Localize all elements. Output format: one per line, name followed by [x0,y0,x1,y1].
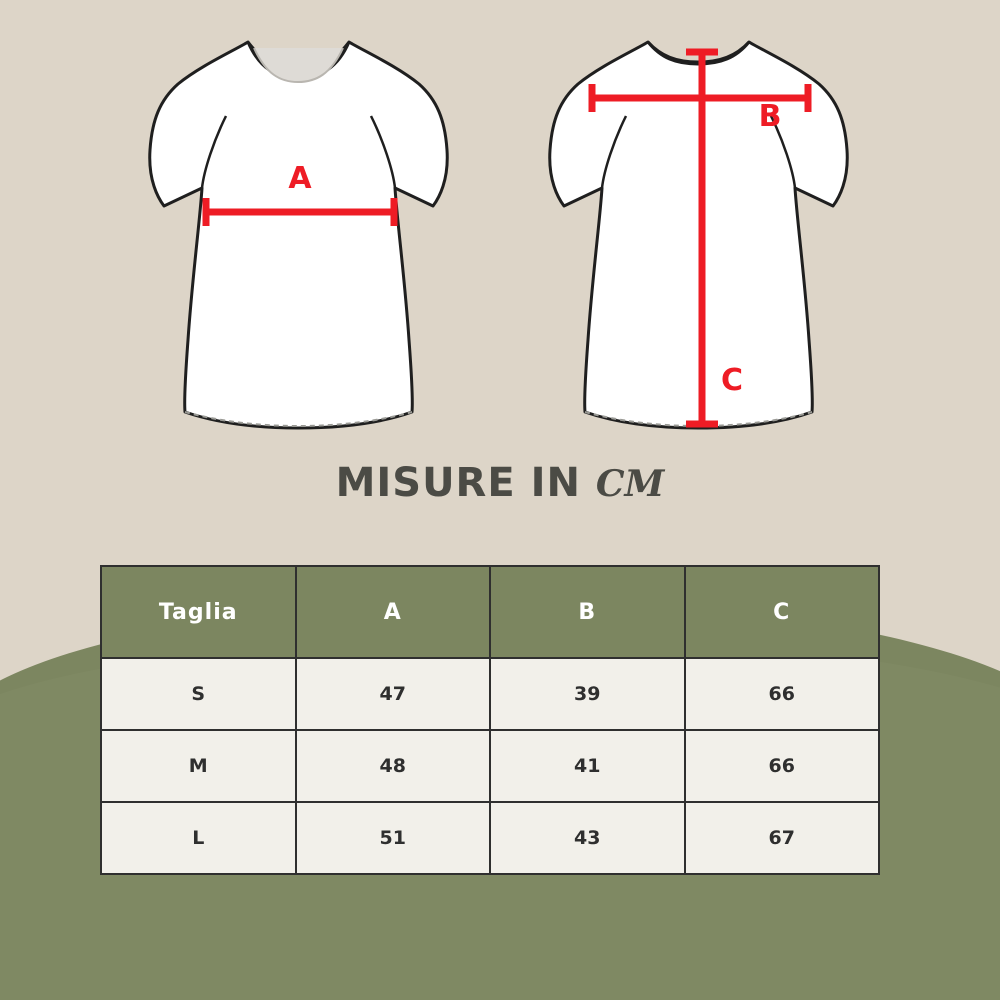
measure-label-a: A [288,161,312,196]
cell-b: 43 [490,802,685,874]
cell-a: 51 [296,802,491,874]
cell-a: 47 [296,658,491,730]
cell-b: 39 [490,658,685,730]
cell-a: 48 [296,730,491,802]
page-title-unit: CM [595,463,665,505]
cell-size: M [101,730,296,802]
page-title [0,460,1000,506]
measure-label-b: B [758,99,782,134]
measure-label-c: C [720,363,744,398]
cell-size: S [101,658,296,730]
size-table [100,565,880,875]
cell-size: L [101,802,296,874]
table-header-a: A [296,566,491,658]
shirt-illustrations [0,20,1000,440]
table-row [101,730,879,802]
table-header-taglia: Taglia [101,566,296,658]
cell-c: 66 [685,730,880,802]
cell-c: 67 [685,802,880,874]
table-row [101,802,879,874]
table-header-row [101,566,879,658]
table-header-c: C [685,566,880,658]
cell-b: 41 [490,730,685,802]
table-row [101,658,879,730]
cell-c: 66 [685,658,880,730]
table-header-b: B [490,566,685,658]
page-title-main: MISURE IN [335,460,581,506]
t-shirt-back-illustration [530,20,870,440]
t-shirt-front-illustration [130,20,470,440]
